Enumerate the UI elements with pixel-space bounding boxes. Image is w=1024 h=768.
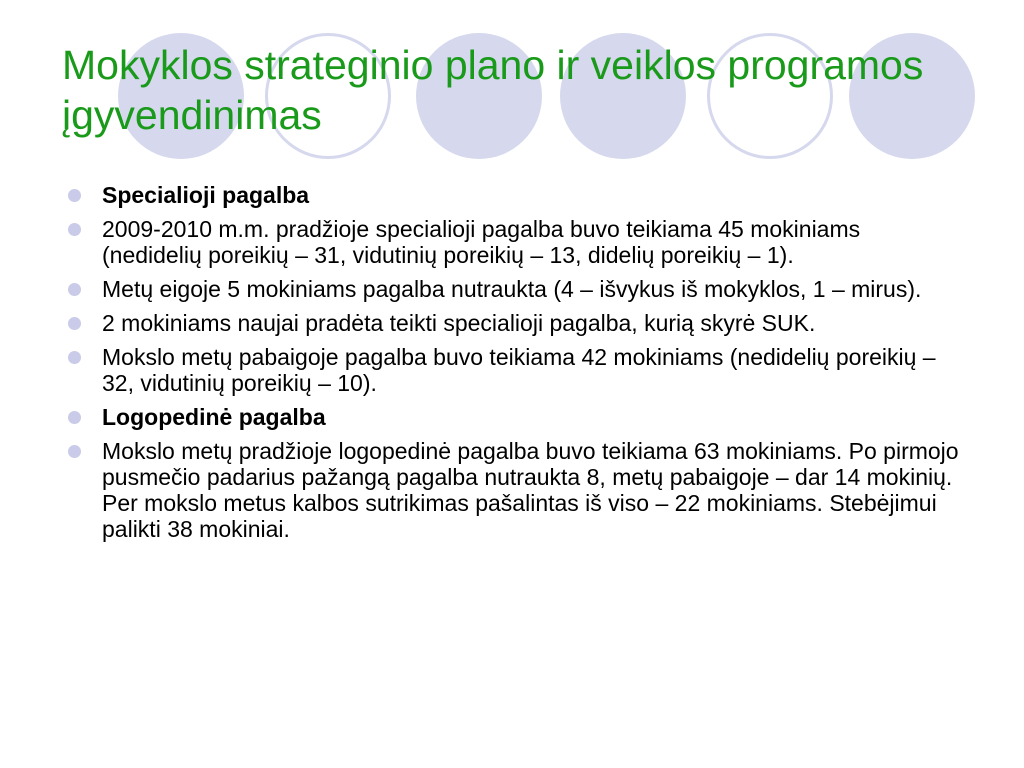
bullet-item [64, 438, 964, 542]
bullet-item [64, 404, 964, 430]
bullet-item [64, 310, 964, 336]
bullet-icon [68, 283, 81, 296]
bullet-item [64, 276, 964, 302]
bullet-text: 2009-2010 m.m. pradžioje specialioji pagalba buvo teikiama 45 mokiniams (nedidelių poreikių – 31, vidutinių poreikių – 13, didelių poreikių – 1). [102, 216, 861, 268]
section-heading-special-help: Specialioji pagalba [102, 182, 310, 208]
bullet-text: Mokslo metų pabaigoje pagalba buvo teikiama 42 mokiniams (nedidelių poreikių – 32, vidutinių poreikių – 10). [102, 344, 936, 396]
slide-title: Mokyklos strateginio plano ir veiklos programos įgyvendinimas [62, 42, 924, 138]
bullet-icon [68, 351, 81, 364]
section-heading-speech-therapy: Logopedinė pagalba [102, 404, 326, 430]
bullet-list [64, 182, 964, 550]
bullet-item [64, 182, 964, 208]
bullet-item [64, 216, 964, 268]
bullet-item [64, 344, 964, 396]
bullet-icon [68, 317, 81, 330]
bullet-icon [68, 223, 81, 236]
bullet-text: 2 mokiniams naujai pradėta teikti specialioji pagalba, kurią skyrė SUK. [102, 310, 816, 336]
bullet-text: Metų eigoje 5 mokiniams pagalba nutraukta (4 – išvykus iš mokyklos, 1 – mirus). [102, 276, 922, 302]
bullet-icon [68, 445, 81, 458]
bullet-icon [68, 411, 81, 424]
bullet-icon [68, 189, 81, 202]
bullet-text: Mokslo metų pradžioje logopedinė pagalba buvo teikiama 63 mokiniams. Po pirmojo pusmečio padarius pažangą pagalba nutraukta 8, metų pabaigoje – dar 14 mokinių. Per mokslo metus kalbos sutrikimas pašalintas iš viso – 22 mokiniams. Stebėjimui palikti 38 mokiniai. [102, 438, 959, 542]
